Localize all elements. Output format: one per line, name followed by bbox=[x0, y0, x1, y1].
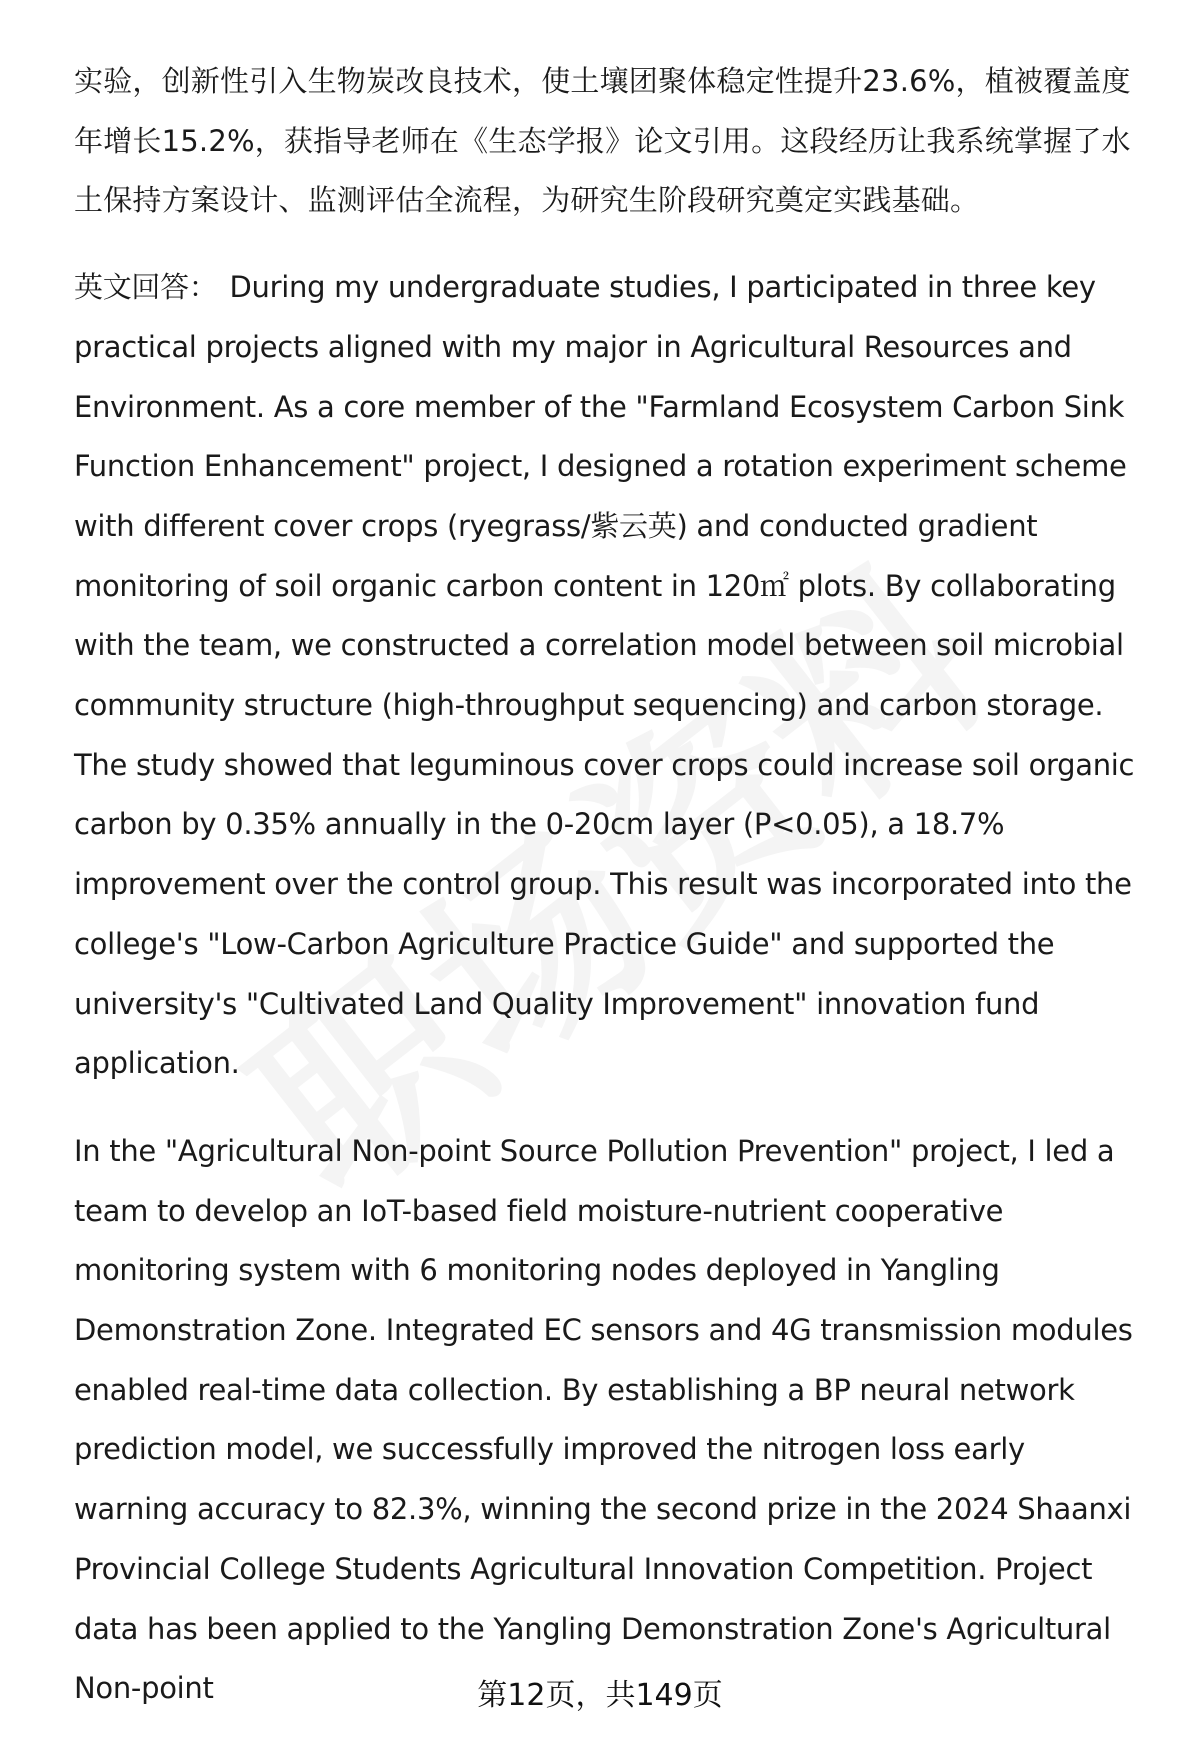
english-answer-paragraph-1 bbox=[74, 258, 1144, 1094]
english-answer-text-1: During my undergraduate studies, I participated in three key practical projects aligned with my major in Agricultural Resources and Environment. As a core member of the "Farmland Ecosystem Carbon Sink Function Enhancement" project, I designed a rotation experiment scheme with different cover crops (ryegrass/紫云英) and conducted gradient monitoring of soil organic carbon content in 120㎡ plots. By collaborating with the team, we constructed a correlation model between soil microbial community structure (high-throughput sequencing) and carbon storage. The study showed that leguminous cover crops could increase soil organic carbon by 0.35% annually in the 0-20cm layer (P<0.05), a 18.7% improvement over the control group. This result was incorporated into the college's "Low-Carbon Agriculture Practice Guide" and supported the university's "Cultivated Land Quality Improvement" innovation fund application. bbox=[74, 270, 1135, 1081]
english-answer-paragraph-2: In the "Agricultural Non-point Source Pollution Prevention" project, I led a team to develop an IoT-based field moisture-nutrient cooperative monitoring system with 6 monitoring nodes deployed in Yangling Demonstration Zone. Integrated EC sensors and 4G transmission modules enabled real-time data collection. By establishing a BP neural network prediction model, we successfully improved the nitrogen loss early warning accuracy to 82.3%, winning the second prize in the 2024 Shaanxi Provincial College Students Agricultural Innovation Competition. Project data has been applied to the Yangling Demonstration Zone's Agricultural Non-point bbox=[74, 1133, 1133, 1706]
english-answer-label: 英文回答： bbox=[74, 270, 218, 305]
document-body bbox=[74, 52, 1144, 1719]
page-number-footer: 第12页，共149页 bbox=[477, 1678, 723, 1713]
chinese-answer-paragraph: 实验，创新性引入生物炭改良技术，使土壤团聚体稳定性提升23.6%，植被覆盖度年增长15.2%，获指导老师在《生态学报》论文引用。这段经历让我系统掌握了水土保持方案设计、监测评估全流程，为研究生阶段研究奠定实践基础。 bbox=[74, 64, 1131, 218]
